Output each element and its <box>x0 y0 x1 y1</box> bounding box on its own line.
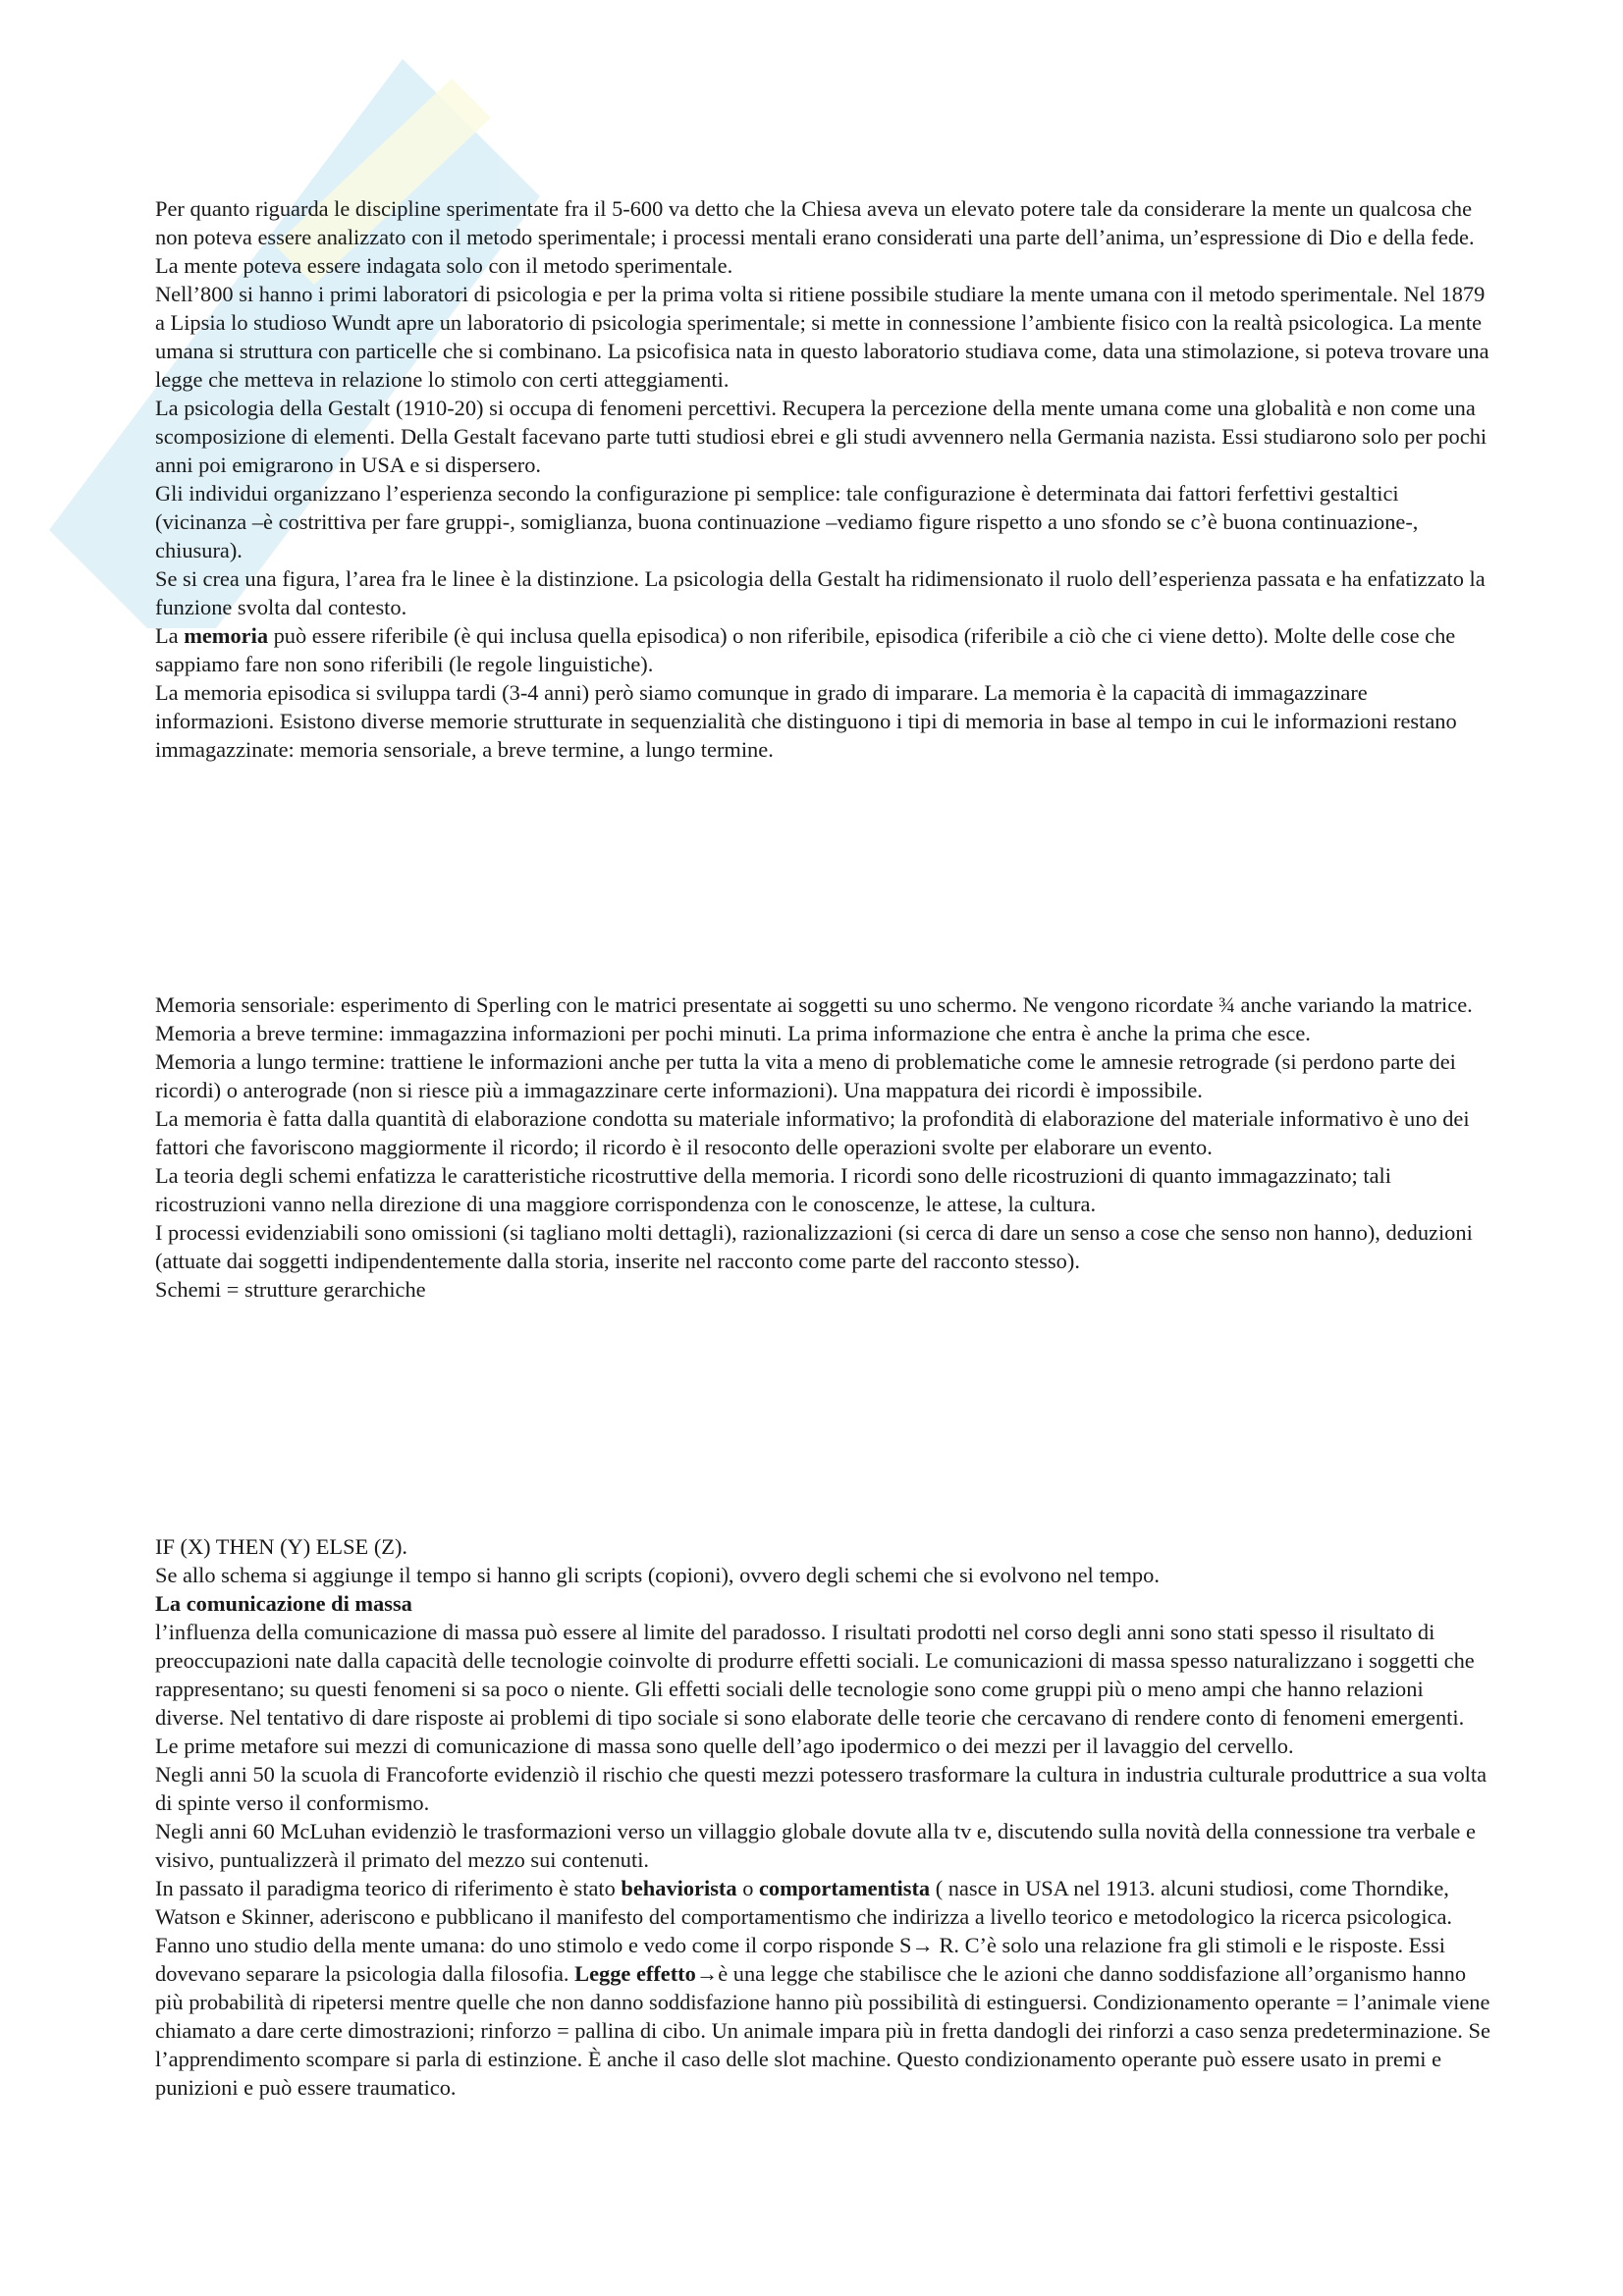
paragraph: IF (X) THEN (Y) ELSE (Z). <box>155 1534 408 1559</box>
paragraph: Se allo schema si aggiunge il tempo si hanno gli scripts (copioni), ovvero degli schemi che si evolvono nel tempo. <box>155 1563 1160 1587</box>
paragraph: Gli individui organizzano l’esperienza secondo la configurazione pi semplice: tale configurazione è determinata dai fattori ferfettivi gestaltici (vicinanza –è costrittiva per fare gruppi-, somiglianza, buona continuazione –vediamo figure rispetto a uno sfondo se c’è buona continuazione-, chiusura). <box>155 481 1419 562</box>
text-run: La <box>155 623 185 648</box>
text-run: o <box>736 1876 759 1900</box>
paragraph: Memoria a lungo termine: trattiene le informazioni anche per tutta la vita a meno di problematiche come le amnesie retrograde (si perdono parte dei ricordi) o anterograde (non si riesce più a immagazzinare certe informazioni). Una mappatura dei ricordi è impossibile. <box>155 1049 1456 1102</box>
paragraph: l’influenza della comunicazione di massa può essere al limite del paradosso. I risultati prodotti nel corso degli anni sono stati spesso il risultato di preoccupazioni nate dalla capacità delle tecnologie coinvolte di produrre effetti sociali. Le comunicazioni di massa spesso naturalizzano i soggetti che rappresentano; su questi fenomeni si sa poco o niente. Gli effetti sociali delle tecnologie sono come gruppi più o meno ampi che hanno relazioni diverse. Nel tentativo di dare risposte ai problemi di tipo sociale si sono elaborate delle teorie che cercavano di rendere conto di fenomeni emergenti. Le prime metafore sui mezzi di comunicazione di massa sono quelle dell’ago ipodermico o dei mezzi per il lavaggio del cervello. <box>155 1620 1475 1758</box>
text-section-3 <box>155 1532 1490 2102</box>
text-run: ( nasce in USA nel 1913. alcuni studiosi, come Thorndike, Watson e Skinner, aderiscono e pubblicano il manifesto del comportamentismo che indirizza a livello teorico e metodologico la ricerca psicologica. Fanno uno studio della mente umana: do uno stimolo e vedo come il corpo risponde S→ R. C’è solo una relazione fra gli stimoli e le risposte. Essi dovevano separare la psicologia dalla filosofia. <box>155 1876 1453 1986</box>
paragraph: I processi evidenziabili sono omissioni (si tagliano molti dettagli), razionalizzazioni (si cerca di dare un senso a cose che senso non hanno), deduzioni (attuate dai soggetti indipendentemente dalla storia, inserite nel racconto come parte del racconto stesso). <box>155 1220 1473 1273</box>
paragraph: Memoria sensoriale: esperimento di Sperling con le matrici presentate ai soggetti su uno schermo. Ne vengono ricordate ¾ anche variando la matrice. <box>155 992 1473 1017</box>
paragraph: Se si crea una figura, l’area fra le linee è la distinzione. La psicologia della Gestalt ha ridimensionato il ruolo dell’esperienza passata e ha enfatizzato la funzione svolta dal contesto. <box>155 566 1486 619</box>
bold-term-memoria: memoria <box>184 623 269 648</box>
paragraph: Negli anni 60 McLuhan evidenziò le trasformazioni verso un villaggio globale dovute alla tv e, discutendo sulla novità della connessione tra verbale e visivo, puntualizzerà il primato del mezzo sui contenuti. <box>155 1819 1476 1872</box>
paragraph-behaviorismo <box>155 1874 1490 2102</box>
paragraph: La psicologia della Gestalt (1910-20) si occupa di fenomeni percettivi. Recupera la percezione della mente umana come una globalità e non come una scomposizione di elementi. Della Gestalt facevano parte tutti studiosi ebrei e gli studi avvennero nella Germania nazista. Essi studiarono solo per pochi anni poi emigrarono in USA e si dispersero. <box>155 396 1488 477</box>
paragraph-memoria <box>155 621 1490 678</box>
section-heading <box>155 1589 1490 1618</box>
heading-text: La comunicazione di massa <box>155 1591 412 1616</box>
paragraph: Nell’800 si hanno i primi laboratori di psicologia e per la prima volta si ritiene possibile studiare la mente umana con il metodo sperimentale. Nel 1879 a Lipsia lo studioso Wundt apre un laboratorio di psicologia sperimentale; si mette in connessione l’ambiente fisico con la realtà psicologica. La mente umana si struttura con particelle che si combinano. La psicofisica nata in questo laboratorio studiava come, data una stimolazione, si poteva trovare una legge che metteva in relazione lo stimolo con certi atteggiamenti. <box>155 282 1489 392</box>
paragraph: La memoria è fatta dalla quantità di elaborazione condotta su materiale informativo; la profondità di elaborazione del materiale informativo è uno dei fattori che favoriscono maggiormente il ricordo; il ricordo è il resoconto delle operazioni svolte per elaborare un evento. <box>155 1106 1470 1159</box>
paragraph: Per quanto riguarda le discipline sperimentate fra il 5-600 va detto che la Chiesa aveva un elevato potere tale da considerare la mente un qualcosa che non poteva essere analizzato con il metodo sperimentale; i processi mentali erano considerati una parte dell’anima, un’espressione di Dio e della fede. La mente poteva essere indagata solo con il metodo sperimentale. <box>155 196 1475 278</box>
bold-term-comportamentista: comportamentista <box>758 1876 931 1900</box>
text-run: In passato il paradigma teorico di riferimento è stato <box>155 1876 622 1900</box>
text-section-1 <box>155 194 1490 764</box>
text-run: →è una legge che stabilisce che le azioni che danno soddisfazione all’organismo hanno più probabilità di ripetersi mentre quelle che non danno soddisfazione hanno più possibilità di estinguersi. Condizionamento operante = l’animale viene chiamato a dare certe dimostrazioni; rinforzo = pallina di cibo. Un animale impara più in fretta dandogli dei rinforzi a caso senza predeterminazione. Se l’apprendimento scompare si parla di estinzione. È anche il caso delle slot machine. Questo condizionamento operante può essere usato in premi e punizioni e può essere traumatico. <box>155 1961 1490 2100</box>
bold-term-behaviorista: behaviorista <box>621 1876 737 1900</box>
paragraph: Schemi = strutture gerarchiche <box>155 1277 426 1302</box>
paragraph: Negli anni 50 la scuola di Francoforte evidenziò il rischio che questi mezzi potessero trasformare la cultura in industria culturale produttrice a sua volta di spinte verso il conformismo. <box>155 1762 1488 1815</box>
paragraph: Memoria a breve termine: immagazzina informazioni per pochi minuti. La prima informazione che entra è anche la prima che esce. <box>155 1021 1311 1045</box>
paragraph: La teoria degli schemi enfatizza le caratteristiche ricostruttive della memoria. I ricordi sono delle ricostruzioni di quanto immagazzinato; tali ricostruzioni vanno nella direzione di una maggiore corrispondenza con le conoscenze, le attese, la cultura. <box>155 1163 1391 1216</box>
text-run: può essere riferibile (è qui inclusa quella episodica) o non riferibile, episodica (riferibile a ciò che ci viene detto). Molte delle cose che sappiamo fare non sono riferibili (le regole linguistiche). <box>155 623 1456 676</box>
paragraph: La memoria episodica si sviluppa tardi (3-4 anni) però siamo comunque in grado di imparare. La memoria è la capacità di immagazzinare informazioni. Esistono diverse memorie strutturate in sequenzialità che distinguono i tipi di memoria in base al tempo in cui le informazioni restano immagazzinate: memoria sensoriale, a breve termine, a lungo termine. <box>155 680 1457 762</box>
text-section-2 <box>155 990 1490 1304</box>
bold-term-legge-effetto: Legge effetto <box>574 1961 696 1986</box>
